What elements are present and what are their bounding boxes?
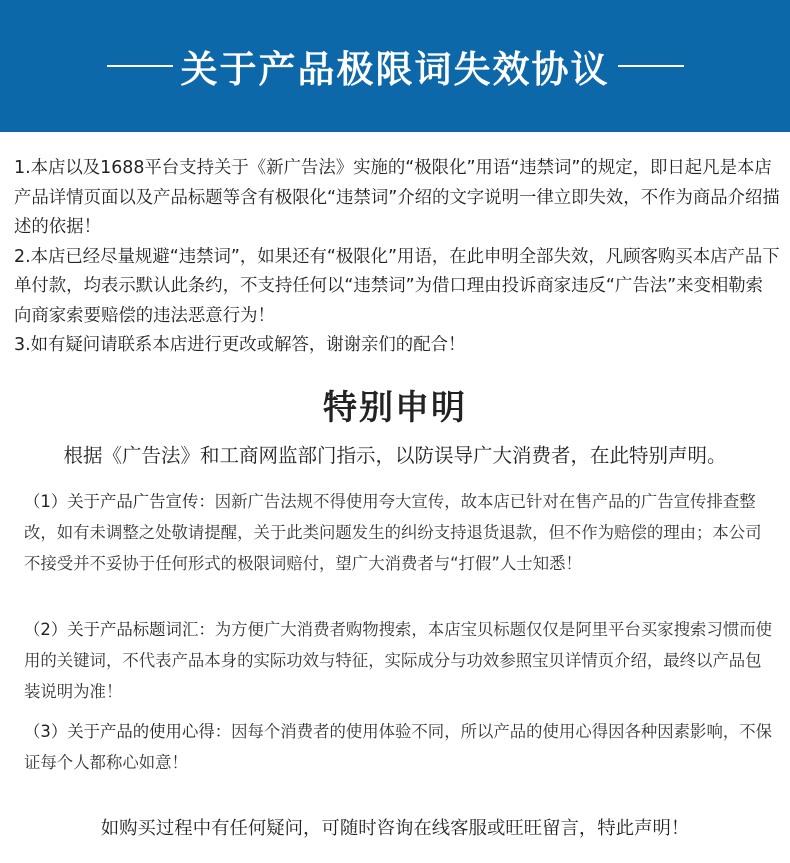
section-advertising-label: （1）关于产品广告宣传：	[24, 492, 215, 511]
section-title-keywords-label: （2）关于产品标题词汇：	[24, 620, 215, 639]
footer-note: 如购买过程中有任何疑问，可随时咨询在线客服或旺旺留言，特此声明！	[100, 818, 690, 839]
section-usage-experience-text: 因每个消费者的使用体验不同，所以产品的使用心得因各种因素影响，不保证每个人都称心如意！	[24, 722, 773, 772]
section-title-keywords	[24, 614, 776, 707]
header-banner	[0, 0, 790, 132]
section-usage-experience-label: （3）关于产品的使用心得：	[24, 722, 232, 741]
clauses-block	[14, 154, 780, 361]
left-dash-decoration	[107, 65, 173, 67]
section-advertising	[24, 486, 776, 579]
special-statement-intro: 根据《广告法》和工商网监部门指示，以防误导广大消费者，在此特别声明。	[63, 444, 727, 467]
section-usage-experience	[24, 716, 776, 778]
section-advertising-text: 因新广告法规不得使用夸大宣传，故本店已针对在售产品的广告宣传排查整改，如有未调整之处敬请提醒，关于此类问题发生的纠纷支持退货退款，但不作为赔偿的理由；本公司不接受并不妥协于任何形式的极限词赔付，望广大消费者与“打假”人士知悉！	[24, 492, 762, 573]
section-title-keywords-text: 为方便广大消费者购物搜索，本店宝贝标题仅仅是阿里平台买家搜索习惯而使用的关键词，不代表产品本身的实际功效与特征，实际成分与功效参照宝贝详情页介绍，最终以产品包装说明为准！	[24, 620, 773, 701]
clause-2: 2.本店已经尽量规避“违禁词”，如果还有“极限化”用语，在此申明全部失效，凡顾客购买本店产品下单付款，均表示默认此条约，不支持任何以“违禁词”为借口理由投诉商家违反“广告法”来变相勒索向商家索要赔偿的违法恶意行为！	[14, 246, 780, 326]
right-dash-decoration	[618, 65, 684, 67]
clause-3: 3.如有疑问请联系本店进行更改或解答，谢谢亲们的配合！	[14, 335, 466, 355]
special-statement-heading: 特别申明	[323, 388, 467, 428]
clause-1: 1.本店以及1688平台支持关于《新广告法》实施的“极限化”用语“违禁词”的规定，即日起凡是本店产品详情页面以及产品标题等含有极限化“违禁词”介绍的文字说明一律立即失效，不作为商品介绍描述的依据！	[14, 158, 780, 237]
page-title: 关于产品极限词失效协议	[180, 48, 610, 91]
header-title-wrap	[107, 39, 684, 93]
